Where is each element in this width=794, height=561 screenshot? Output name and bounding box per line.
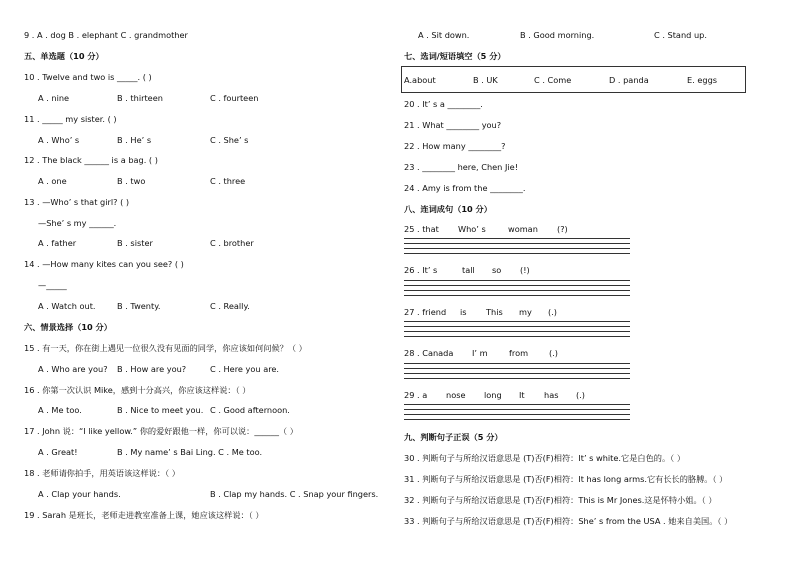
word-bank-box [401,66,746,93]
scramble-word: (.) [576,390,585,400]
scramble-word: tall [462,265,475,275]
question-18-option-a[interactable]: A . Clap your hands. [38,489,121,499]
question-13-option-c[interactable]: C . brother [210,238,254,248]
section-6-title: 六、情景选择（10 分） [24,322,112,332]
question-11-stem: 11 . _____ my sister. ( ) [24,114,117,124]
question-17-option-bc[interactable]: B . My name’ s Bai Ling. C . Me too. [117,447,263,457]
section-9-title: 九、判断句子正误（5 分） [404,432,503,442]
question-17-stem: 17 . John 说：“I like yellow.” 你的爱好跟他一样，你可以说：______（ ） [24,426,298,436]
question-24: 24 . Amy is from the ________. [404,183,526,193]
word-bank-item: E. eggs [687,75,718,85]
scramble-word: I’ m [472,348,488,358]
question-30: 30 . 判断句子与所给汉语意思是 (T)否(F)相符：It’ s white.它是白色的。（ ） [404,453,686,463]
scramble-word: so [492,265,502,275]
question-16-option-a[interactable]: A . Me too. [38,405,82,415]
word-bank-item: A.about [404,75,436,85]
question-11-option-c[interactable]: C . She’ s [210,135,249,145]
scramble-word: from [509,348,529,358]
question-22: 22 . How many ________? [404,141,506,151]
answer-lines[interactable] [404,276,630,296]
question-33: 33 . 判断句子与所给汉语意思是 (T)否(F)相符：She’ s from the USA . 她来自美国。（ ） [404,516,733,526]
word-bank-item: C . Come [534,75,572,85]
question-12-stem: 12 . The black ______ is a bag. ( ) [24,155,158,165]
section-8-title: 八、连词成句（10 分） [404,204,492,214]
section-7-title: 七、选词/短语填空（5 分） [404,51,506,61]
question-31: 31 . 判断句子与所给汉语意思是 (T)否(F)相符：It has long arms.它有长长的胳膊。（ ） [404,474,728,484]
question-14-stem: 14 . —How many kites can you see? ( ) [24,259,184,269]
question-26-number: 26 . It’ s [404,265,438,275]
scramble-word: (.) [548,307,557,317]
question-16-option-b[interactable]: B . Nice to meet you. [117,405,204,415]
question-14-option-b[interactable]: B . Twenty. [117,301,161,311]
question-20: 20 . It’ s a ________. [404,99,483,109]
question-15-stem: 15 . 有一天，你在街上遇见一位很久没有见面的同学，你应该如何问候？（ ） [24,343,307,353]
word-bank-item: B . UK [473,75,498,85]
word-bank-item: D . panda [609,75,649,85]
scramble-word: (?) [557,224,568,234]
question-15-option-a[interactable]: A . Who are you? [38,364,108,374]
question-32: 32 . 判断句子与所给汉语意思是 (T)否(F)相符：This is Mr Jones.这是怀特小姐。（ ） [404,495,717,505]
question-16-option-c[interactable]: C . Good afternoon. [210,405,290,415]
question-18-stem: 18 . 老师请你拍手，用英语该这样说：（ ） [24,468,180,478]
question-10-option-b[interactable]: B . thirteen [117,93,163,103]
question-13-stem: 13 . —Who’ s that girl? ( ) [24,197,130,207]
scramble-word: woman [508,224,538,234]
question-13-option-b[interactable]: B . sister [117,238,153,248]
scramble-word: nose [446,390,466,400]
question-29-number: 29 . a [404,390,428,400]
question-15-option-c[interactable]: C . Here you are. [210,364,280,374]
scramble-word: is [460,307,467,317]
section-5-title: 五、单选题（10 分） [24,51,104,61]
question-19-stem: 19 . Sarah 是班长，老师走进教室准备上课，她应该这样说：（ ） [24,510,264,520]
question-12-option-b[interactable]: B . two [117,176,146,186]
scramble-word: long [484,390,502,400]
scramble-word: This [486,307,503,317]
question-23: 23 . ________ here, Chen Jie! [404,162,518,172]
question-10-option-a[interactable]: A . nine [38,93,70,103]
question-21: 21 . What ________ you? [404,120,502,130]
question-19-option-c[interactable]: C . Stand up. [654,30,707,40]
scramble-word: It [519,390,525,400]
answer-lines[interactable] [404,400,630,420]
answer-lines[interactable] [404,317,630,337]
scramble-word: my [519,307,532,317]
scramble-word: (!) [520,265,530,275]
question-14-option-c[interactable]: C . Really. [210,301,250,311]
question-16-stem: 16 . 你第一次认识 Mike，感到十分高兴，你应该这样说：（ ） [24,385,251,395]
answer-lines[interactable] [404,234,630,254]
answer-lines[interactable] [404,359,630,379]
question-13-option-a[interactable]: A . father [38,238,77,248]
question-14-line2: —_____ [38,280,67,290]
question-15-option-b[interactable]: B . How are you? [117,364,187,374]
question-19-option-a[interactable]: A . Sit down. [418,30,470,40]
question-17-option-a[interactable]: A . Great! [38,447,78,457]
question-27-number: 27 . friend [404,307,447,317]
question-11-option-a[interactable]: A . Who’ s [38,135,80,145]
question-25-number: 25 . that [404,224,439,234]
question-11-option-b[interactable]: B . He’ s [117,135,152,145]
question-10-option-c[interactable]: C . fourteen [210,93,259,103]
question-13-line2: —She’ s my ______. [38,218,117,228]
question-14-option-a[interactable]: A . Watch out. [38,301,96,311]
question-18-option-bc[interactable]: B . Clap my hands. C . Snap your fingers. [210,489,379,499]
question-12-option-c[interactable]: C . three [210,176,246,186]
question-28-number: 28 . Canada [404,348,454,358]
question-9-options: 9 . A . dog B . elephant C . grandmother [24,30,188,40]
question-10-stem: 10 . Twelve and two is _____. ( ) [24,72,152,82]
scramble-word: Who’ s [458,224,486,234]
scramble-word: has [544,390,559,400]
question-19-option-b[interactable]: B . Good morning. [520,30,595,40]
question-12-option-a[interactable]: A . one [38,176,67,186]
scramble-word: (.) [549,348,558,358]
